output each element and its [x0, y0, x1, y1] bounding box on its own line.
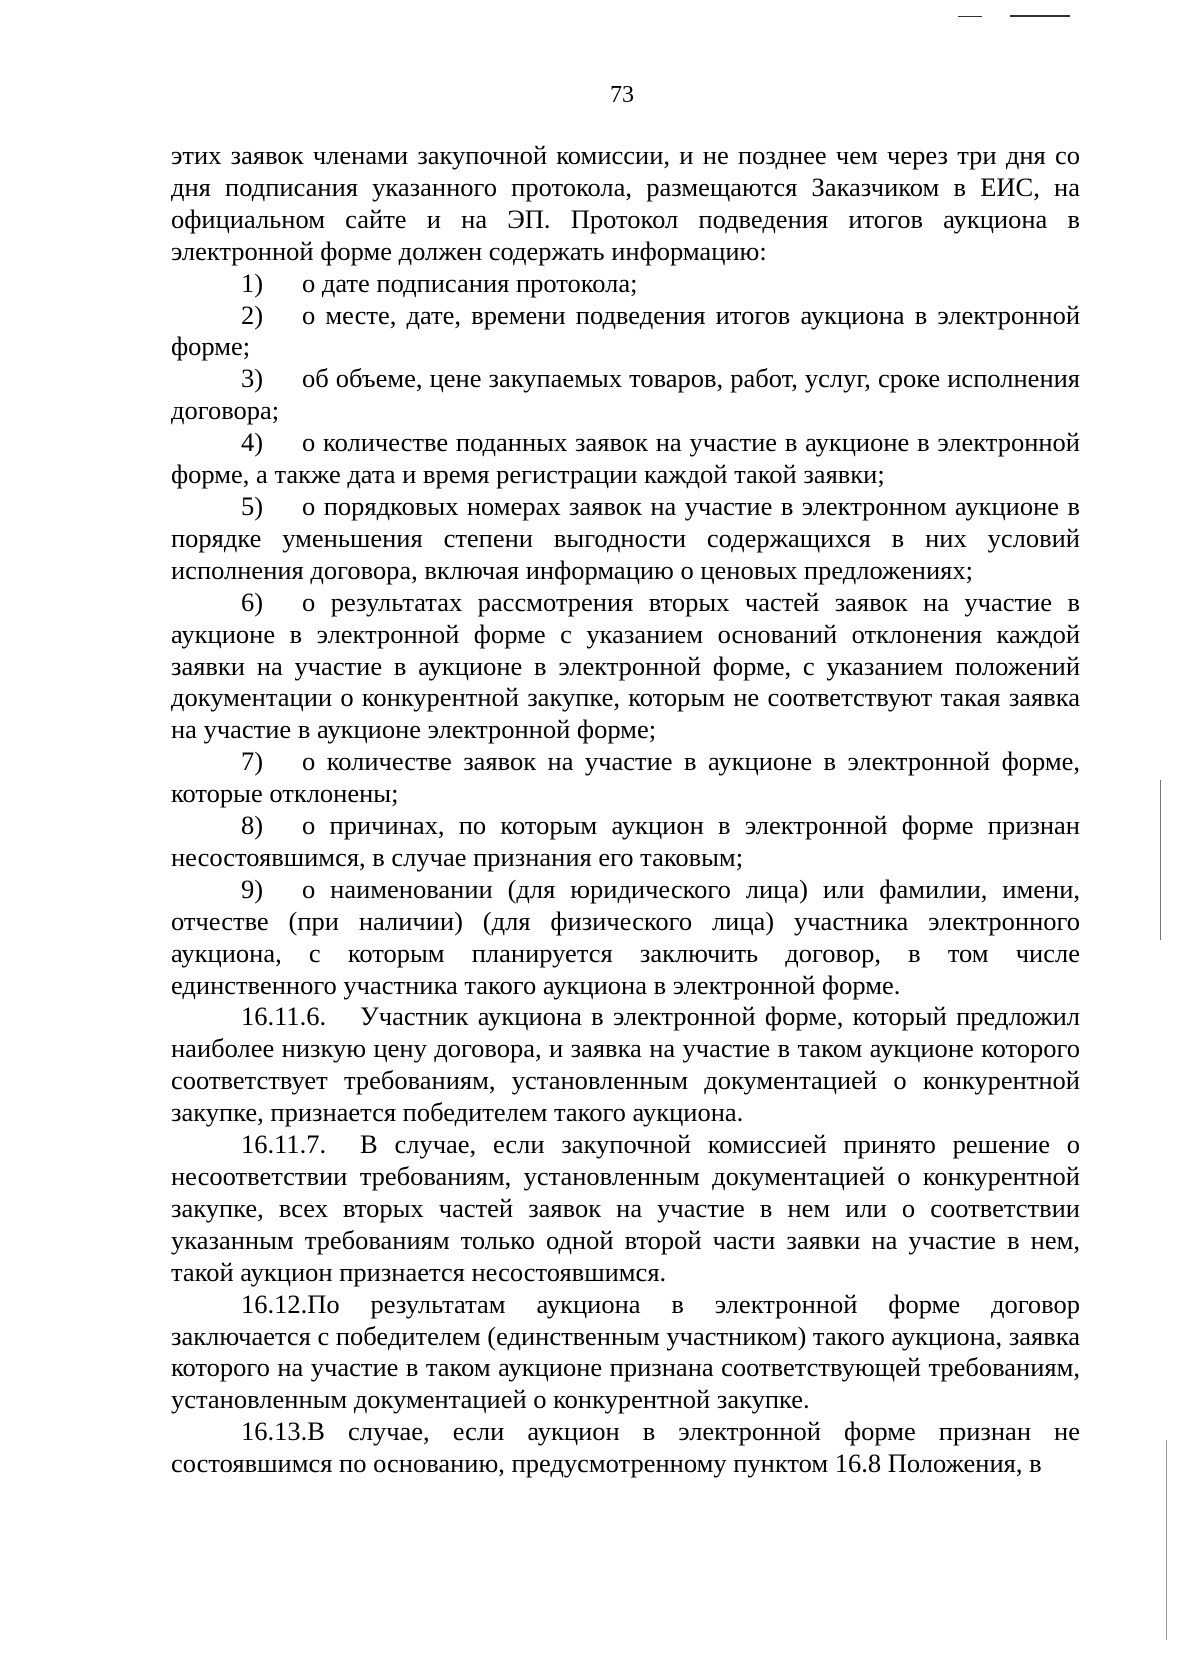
list-item-number: 5) [241, 490, 264, 521]
section-number: 16.12. [241, 1288, 308, 1319]
list-item-number: 7) [241, 746, 264, 777]
list-item [171, 874, 1080, 1002]
scan-artifact-top [1010, 15, 1070, 17]
list-item-number: 1) [241, 267, 264, 298]
list-item-text: о результатах рассмотрения вторых частей заявок на участие в аукционе в электронной форме с указанием оснований отклонения каждой заявки на участие в аукционе в электронной форме, с указанием положений документации о конкурентной закупке, которым не соответствуют такая заявка на участие в аукционе электронной форме; [171, 586, 1080, 745]
list-item-number: 9) [241, 873, 264, 904]
body-text [171, 140, 1080, 1480]
list-item-text: о дате подписания протокола; [302, 267, 638, 298]
list-item-number: 8) [241, 810, 264, 841]
list-item-number: 2) [241, 299, 264, 330]
section-number: 16.13. [241, 1416, 308, 1447]
list-item-number: 3) [241, 363, 264, 394]
section-text: В случае, если аукцион в электронной форме признан не состоявшимся по основанию, предусмотренному пунктом 16.8 Положения, в [171, 1416, 1080, 1479]
section-paragraph [171, 1416, 1080, 1480]
list-item [171, 810, 1080, 874]
scan-artifact-edge [1160, 780, 1161, 940]
list-item-text: о наименовании (для юридического лица) или фамилии, имени, отчестве (при наличии) (для физического лица) участника электронного аукциона, с которым планируется заключить договор, в том числе единственного участника такого аукциона в электронной форме. [171, 873, 1080, 1000]
section-text: По результатам аукциона в электронной форме договор заключается с победителем (единственным участником) такого аукциона, заявка которого на участие в таком аукционе признана соответствующей требованиям, установленным документацией о конкурентной закупке. [171, 1288, 1080, 1415]
list-item [171, 587, 1080, 747]
list-item [171, 427, 1080, 491]
list-item [171, 268, 1080, 300]
list-item-text: о порядковых номерах заявок на участие в электронном аукционе в порядке уменьшения степени выгодности содержащихся в них условий исполнения договора, включая информацию о ценовых предложениях; [171, 490, 1080, 585]
list-item [171, 300, 1080, 364]
section-paragraph [171, 1129, 1080, 1289]
list-item-text: о количестве поданных заявок на участие в аукционе в электронной форме, а также дата и время регистрации каждой такой заявки; [171, 427, 1080, 490]
list-item [171, 491, 1080, 587]
list-item [171, 746, 1080, 810]
intro-paragraph: этих заявок членами закупочной комиссии, и не позднее чем через три дня со дня подписания указанного протокола, размещаются Заказчиком в ЕИС, на официальном сайте и на ЭП. Протокол подведения итогов аукциона в электронной форме должен содержать информацию: [171, 140, 1080, 266]
list-item-number: 6) [241, 586, 264, 617]
list-item-text: о количестве заявок на участие в аукционе в электронной форме, которые отклонены; [171, 746, 1080, 809]
list-item [171, 363, 1080, 427]
list-item-number: 4) [241, 427, 264, 458]
list-item-text: о месте, дате, времени подведения итогов аукциона в электронной форме; [171, 299, 1080, 362]
page-number: 73 [610, 82, 634, 108]
list-item-text: об объеме, цене закупаемых товаров, работ, услуг, сроке исполнения договора; [171, 363, 1080, 426]
section-text: Участник аукциона в электронной форме, который предложил наиболее низкую цену договора, и заявка на участие в таком аукционе которого соответствует требованиям, установленным документацией о конкурентной закупке, признается победителем такого аукциона. [171, 1001, 1080, 1128]
list-item-text: о причинах, по которым аукцион в электронной форме признан несостоявшимся, в случае признания его таковым; [171, 810, 1080, 872]
scan-artifact-edge [1166, 1440, 1167, 1640]
section-paragraph [171, 1001, 1080, 1129]
section-number: 16.11.7. [241, 1129, 327, 1160]
section-paragraph [171, 1289, 1080, 1417]
section-text: В случае, если закупочной комиссией принято решение о несоответствии требованиям, установленным документацией о конкурентной закупке, всех вторых частей заявок на участие в нем или о соответствии указанным требованиям только одной второй части заявки на участие в нем, такой аукцион признается несостоявшимся. [171, 1129, 1080, 1287]
scan-artifact-top [958, 16, 982, 17]
section-number: 16.11.6. [241, 1001, 327, 1032]
